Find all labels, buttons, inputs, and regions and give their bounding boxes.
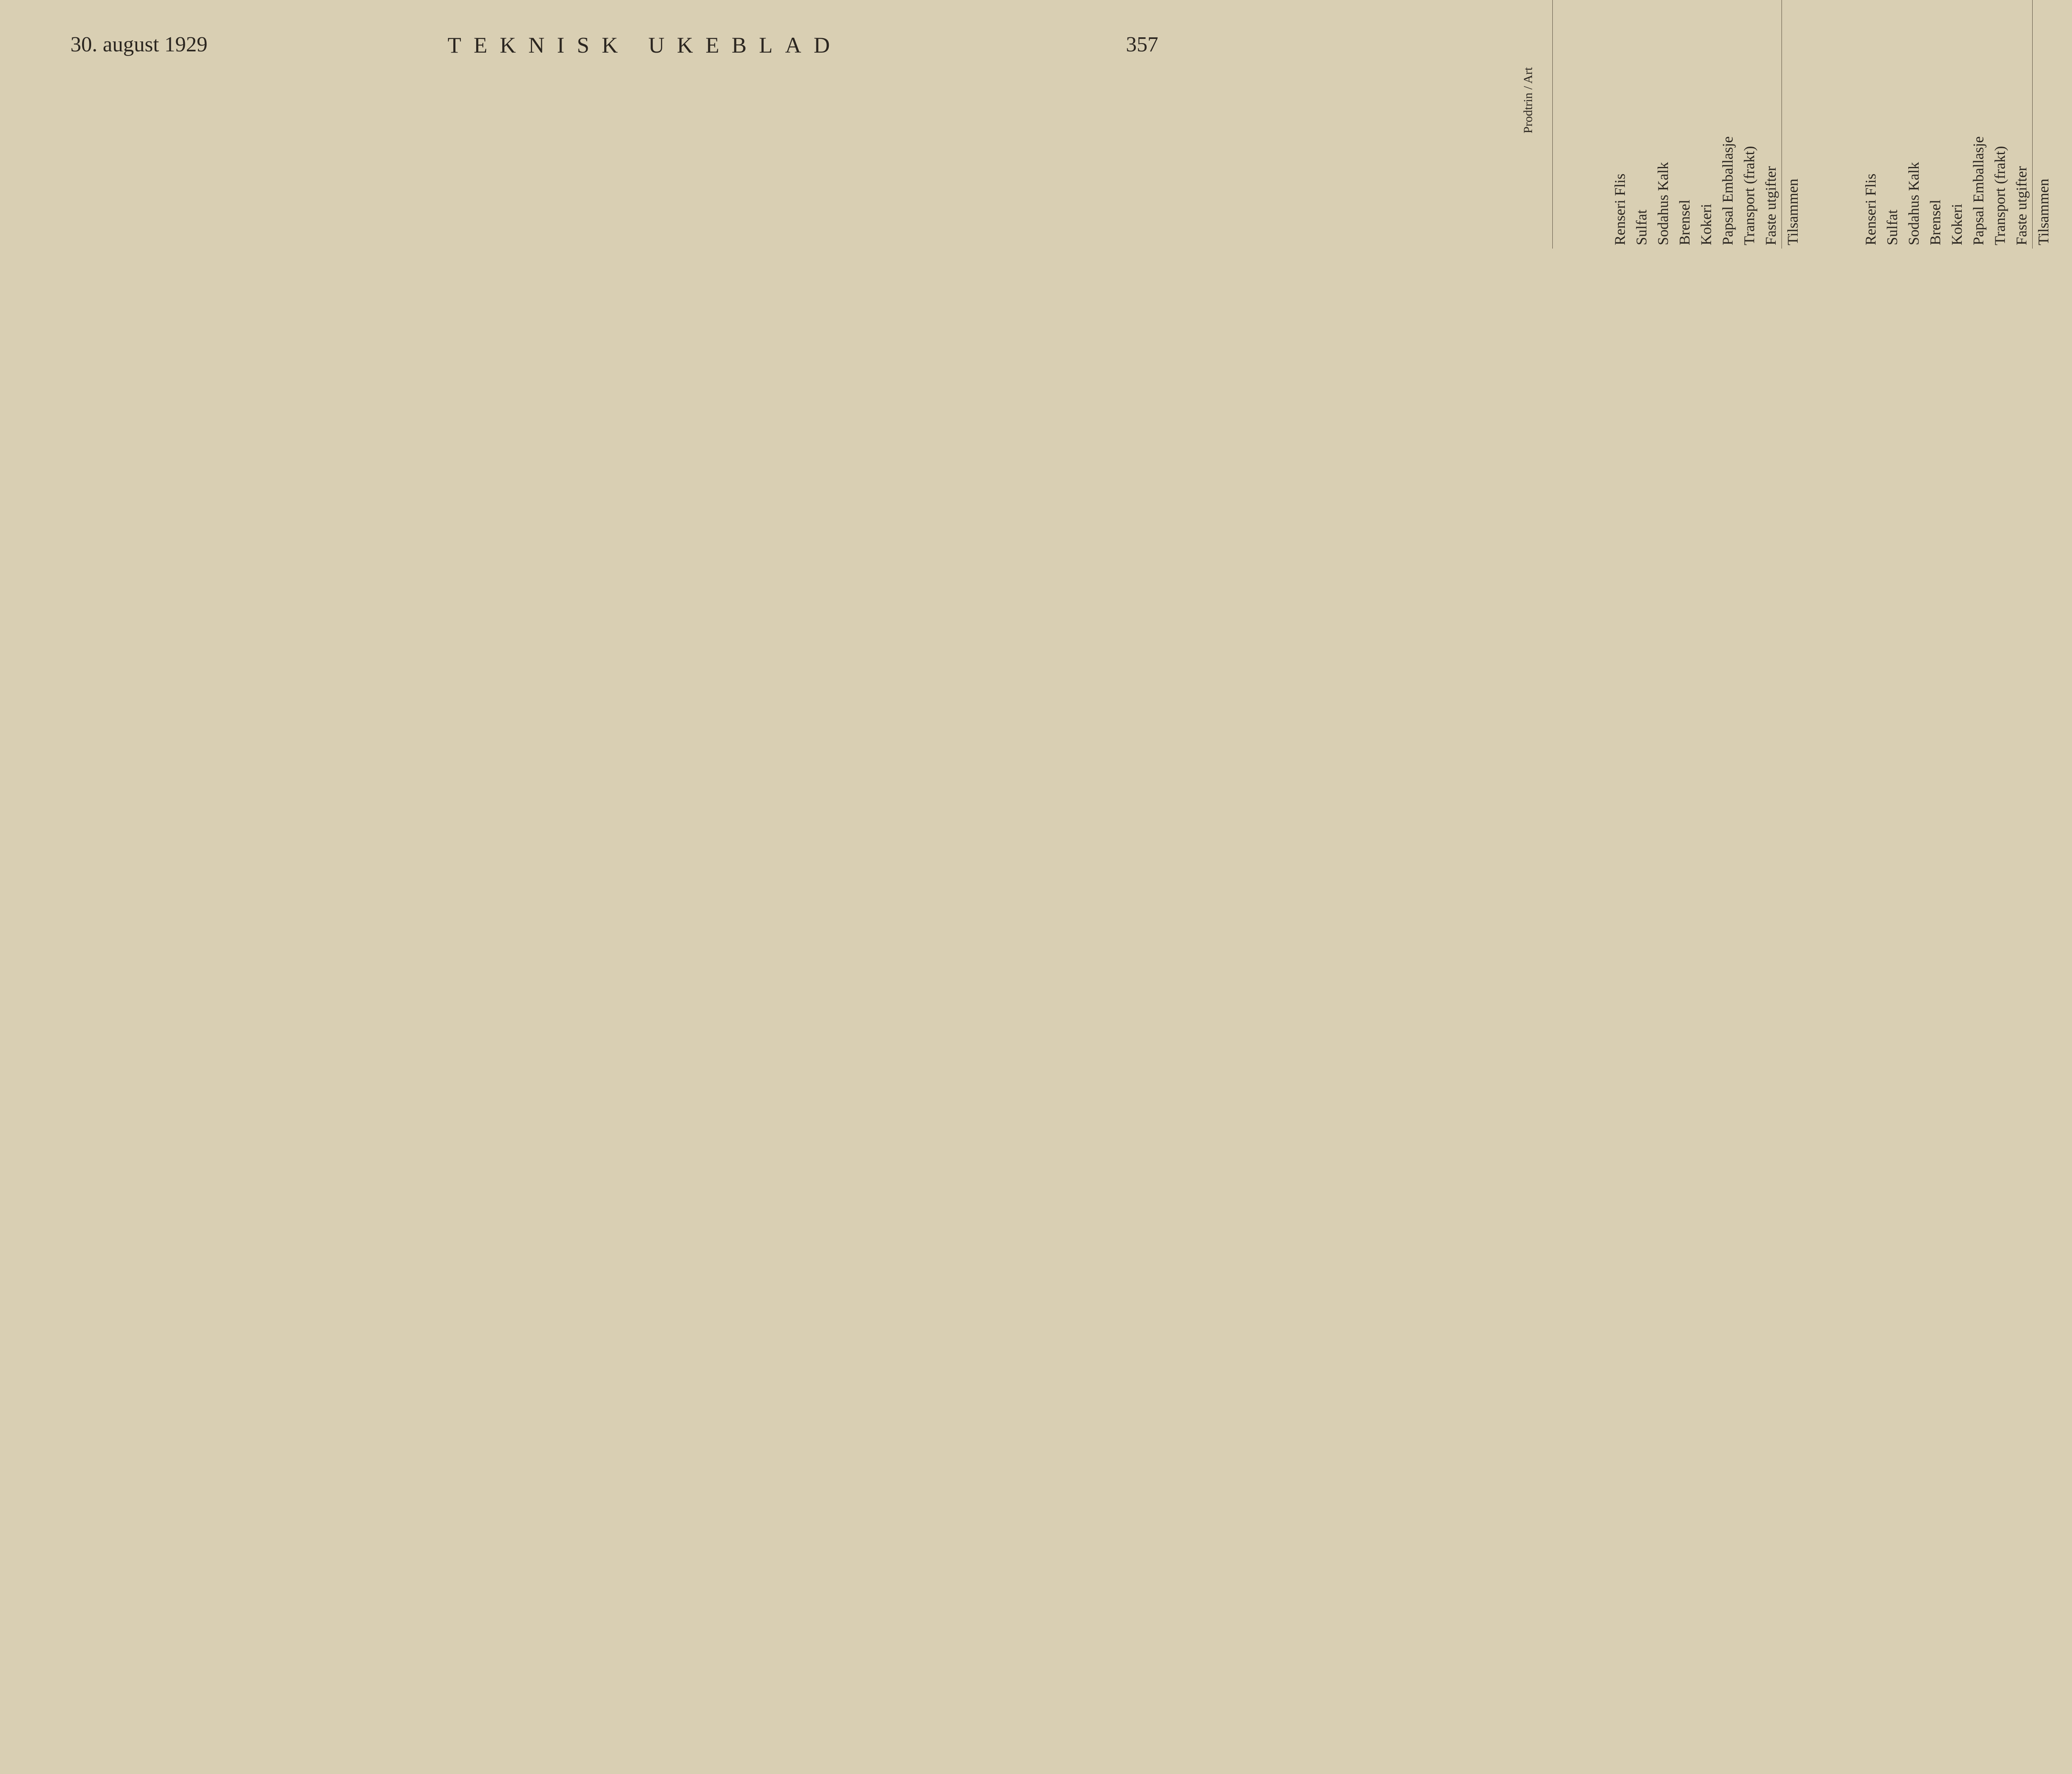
table-row <box>1695 0 1717 249</box>
cell-label: Kokeri <box>1698 204 1714 245</box>
table-row <box>1717 0 1738 249</box>
operations-report-table <box>1504 0 2072 249</box>
prodtrin-header: Prodtrin / Art <box>1504 0 1553 249</box>
table-row <box>1631 0 1652 249</box>
cell-label: Papsal Emballasje <box>1970 136 1987 245</box>
table-row <box>1924 0 1946 249</box>
cell-label: Kokeri <box>1949 204 1965 245</box>
quality-section-title <box>2054 0 2072 249</box>
cell-label: Papsal Emballasje <box>1719 136 1736 245</box>
cell-label: Sodahus Kalk <box>1655 162 1671 245</box>
rotated-table-block <box>1521 0 2072 249</box>
cell-label: Faste utgifter <box>1762 166 1779 245</box>
total-row <box>1782 0 1804 249</box>
table-row <box>1760 0 1782 249</box>
cell-label: Tilsammen <box>2033 0 2055 249</box>
table-row <box>2011 0 2033 249</box>
header-journal: TEKNISK UKEBLAD <box>448 33 842 58</box>
section-title <box>2054 0 2072 249</box>
section-title <box>1553 0 1610 249</box>
quality-section-title <box>1803 0 1860 249</box>
cell-label: Renseri Flis <box>1862 173 1879 245</box>
cell-label: Renseri Flis <box>1612 173 1628 245</box>
cell-label: Brensel <box>1676 200 1693 245</box>
table-row <box>1989 0 2011 249</box>
table-row <box>1609 0 1631 249</box>
table-row <box>1903 0 1924 249</box>
header-date: 30. august 1929 <box>70 33 208 56</box>
cell-label: Sodahus Kalk <box>1905 162 1922 245</box>
section-title <box>1803 0 1860 249</box>
cell-label: Brensel <box>1927 200 1944 245</box>
cell-label: Sulfat <box>1884 210 1900 245</box>
cell-label: Transport (frakt) <box>1992 146 2008 245</box>
cell-label: Sulfat <box>1633 210 1650 245</box>
table-row <box>1968 0 1989 249</box>
total-row <box>2033 0 2055 249</box>
table-row <box>1860 0 1881 249</box>
table-body <box>1553 0 2072 249</box>
group-header-row <box>1504 0 1520 249</box>
table-row <box>1652 0 1674 249</box>
table-row <box>1674 0 1695 249</box>
cell-label: Faste utgifter <box>2013 166 2030 245</box>
cell-label: Tilsammen <box>1782 0 1804 249</box>
cell-label: Transport (frakt) <box>1741 146 1757 245</box>
header-page-number: 357 <box>1126 33 1158 56</box>
table-row <box>1738 0 1760 249</box>
table-row <box>1946 0 1968 249</box>
table-row <box>1881 0 1903 249</box>
quality-section-title <box>1553 0 1610 249</box>
